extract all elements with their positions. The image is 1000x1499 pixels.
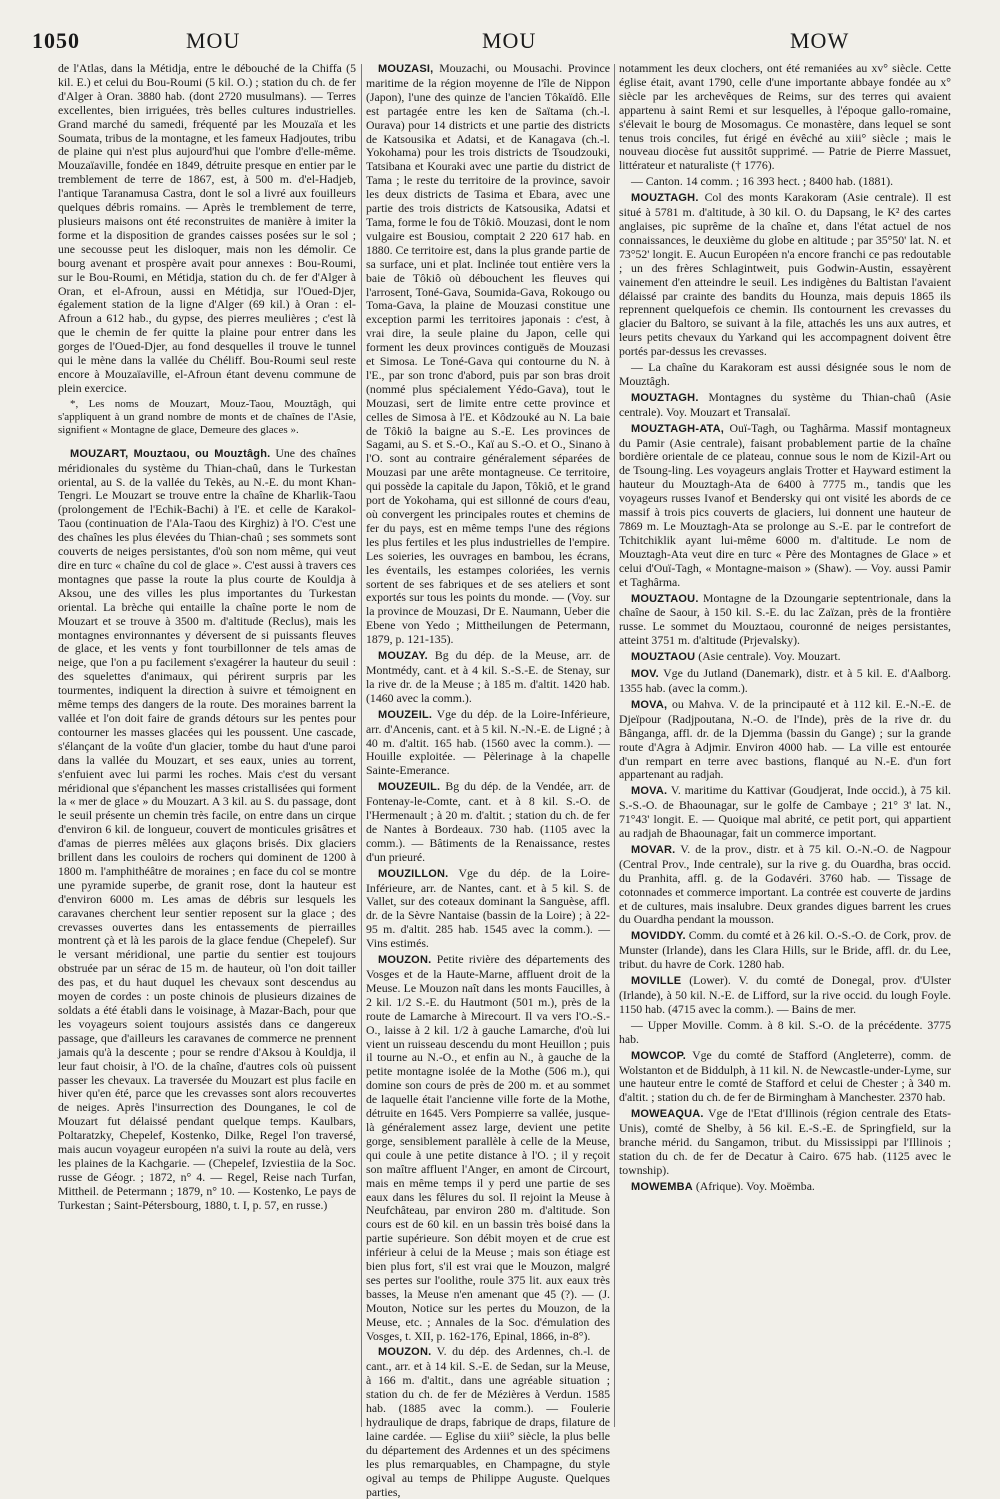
entry-text: (Lower). V. du comté de Donegal, prov. d'Ulster (Irlande), à 50 kil. N.-E. de Lifford, sur la rive occid. du lough Foyle. 1150 hab. (4715 avec la comm.). — Bains de mer. <box>619 973 951 1016</box>
footnote: *, Les noms de Mouzart, Mouz-Taou, Mouztâgh, qui s'appliquent à un grand nombre de monts et de chaînes de l'Asie, signifient « Montagne de glace, Demeure des glaces ». <box>58 397 356 436</box>
entry-text: Vge du Jutland (Danemark), distr. et à 5 kil. E. d'Aalborg. 1355 hab. (avec la comm.). <box>619 666 951 695</box>
dictionary-entry <box>366 649 610 706</box>
entry-text: Mouzachi, ou Mousachi. Province maritime de la région moyenne de l'île de Nippon (Japon), l'une des quinze de l'ancien Tôkaïdô. Elle est partagée entre les ken de Saïtama (ch.-l. Ourava) pour 14 districts et une partie des districts de Katsousika et Adatsi, et de Kanagava (ch.-l. Yokohama) pour les trois districts de Tsoudzouki, Tatsibana et Kouraki avec une partie du district de Tama ; le reste du territoire de la province, savoir les deux districts de Tasima et Ebara, avec une partie des trois districts de Katsousika, Adatsi et Tama, forme le fou de Tôkiô. Mouzasi, dont le nom vulgaire est Bousiou, comptait 2 220 617 hab. en 1880. Ce territoire est, dans la plus grande partie de sa surface, uni et plat. Inclinée tout entière vers la baie de Tôkiô où débouchent les fleuves qui l'arrosent, Toné-Gava, Soumida-Gava, Rokougo ou Toma-Gava, la plaine de Mouzasi constitue une exception parmi les territoires japonais : c'est, à vrai dire, la seule plaine du Japon, celle qui forment les deux provinces contiguës de Mouzasi et Simosa. Le Toné-Gava qui contourne du N. à l'E., par son tronc d'abord, puis par son bras droit (nommé plus spécialement Yédo-Gava), tout le Mouzasi, sert de limite entre cette province et celles de Simosa à l'E. et Kôdzouké au N. La baie de Tôkiô la baigne au S.-E. Les provinces de Sagami, au S. et S.-O., Kaï au S.-O. et O., Sinano à l'O. sont au contraire généralement séparées de Mouzasi par une arête montagneuse. Ce territoire, qui possède la capitale du Japon, Tôkiô, et le grand port de Yokohama, qui est sillonné de cours d'eau, où convergent les principales routes et chemins de fer du pays, est en même temps l'une des régions les plus fertiles et les plus industrielles de l'empire. Les soieries, les ouvrages en bambou, les écrans, les éventails, les estampes coloriées, les vernis sortent de ses fabriques et de ses ateliers et sont exportés sur tous les points du monde. — (Voy. sur la province de Mouzasi, Dr E. Naumann, Ueber die Ebene von Yedo ; Mittheilungen de Petermann, 1879, p. 121-135). <box>366 61 611 647</box>
entry-headword: MOUZART, Mouztaou, ou Mouztâgh. <box>70 447 271 460</box>
entry-text: (Afrique). Voy. Moëmba. <box>695 1178 815 1193</box>
entry-text: Vge du dép. de la Loire-Inférieure, arr. d'Ancenis, cant. et à 5 kil. N.-N.-E. de Ligné ; à 40 m. d'altit. 165 hab. (1560 avec la comm.). — Houille exploitée. — Pèlerinage à la chapelle Sainte-Emerance. <box>366 706 610 778</box>
dictionary-entry <box>366 1345 610 1499</box>
entry-text: ou Mahva. V. de la principauté et à 112 kil. E.-N.-E. de Djeïpour (Radjpoutana, N.-O. de l'Inde), près de la rive dr. du Bânganga, affl. dr. de la Djemma (bassin du Gange) ; sur la grande route d'Agra à Adjmir. Environ 4000 hab. — La ville est entourée d'un rempart en terre avec bastions, flanqué au N.-E. d'un fort appartenant au radjah. <box>619 696 951 782</box>
entry-text: Ouï-Tagh, ou Taghârma. Massif montagneux du Pamir (Asie centrale), faisant probablement partie de la chaîne bordière orientale de ce plateau, connue sous le nom de Kizil-Art ou de Tsoung-ling. Les voyageurs anglais Trotter et Hayward estiment la hauteur du Mouztagh-Ata de 6400 à 7775 m., tandis que les voyageurs russes Ivanof et Bendersky qui ont visité les abords de ce massif à trois pics couverts de glaciers, lui donnent une hauteur de 7869 m. Le Mouztagh-Ata se prolonge au S.-E. par le contrefort de Tchitchiklik ayant lui-même 6000 m. d'altitude. Le nom de Mouztagh-Ata veut dire en turc « Père des Montagnes de Glace » et celui d'Ouï-Tagh, « Montagne-maison » (Shaw). — Voy. aussi Pamir et Taghârma. <box>619 420 951 589</box>
entry-headword: MOVILLE <box>631 975 682 988</box>
page-number: 1050 <box>32 28 80 53</box>
dictionary-entry <box>619 191 951 359</box>
entry-headword: MOUZAY. <box>378 650 428 663</box>
dictionary-entry <box>619 1049 951 1106</box>
column-divider <box>361 64 362 1427</box>
dictionary-entry <box>619 698 951 782</box>
entry-headword: MOUZTAOU <box>631 651 696 664</box>
dictionary-entry <box>619 1180 951 1195</box>
entry-text: Vge du dép. de la Loire-Inférieure, arr. de Nantes, cant. et à 5 kil. S. de Vallet, sur des coteaux dominant la Sanguèse, affl. dr. de la Sèvre Nantaise (bassin de la Loire) ; à 22-95 m. d'altit. 285 hab. 1545 avec la comm.). — Vins estimés. <box>366 865 610 951</box>
entry-continuation: notamment les deux clochers, ont été remaniées au xv° siècle. Cette église était, avant 1790, celle d'une importante abbaye fondée au x° siècle par les archevêques de Reims, sur des terres qui avaient appartenu à saint Remi et sur lesquelles, à l'époque gallo-romaine, s'élevait le bourg de Mosomagus. Ce monastère, dans lequel se sont tenus trois conciles, fut érigé en évêché au xiii° siècle ; mais le nouveau diocèse fut aussitôt supprimé. — Patrie de Pierre Massuet, littérateur et naturaliste († 1776). <box>619 61 951 173</box>
entry-headword: MOWCOP. <box>631 1049 686 1062</box>
entry-text: Bg du dép. de la Vendée, arr. de Fontenay-le-Comte, cant. et à 8 kil. S.-O. de l'Hermenault ; à 20 m. d'altit. ; station du ch. de fer de Nantes à Bordeaux. 730 hab. (1105 avec la comm.). — Bâtiments de la Renaissance, restes d'un prieuré. <box>366 779 610 864</box>
dictionary-entry <box>619 667 951 696</box>
entry-headword: MOUZTAGH. <box>631 192 699 205</box>
entry-headword: MOWEAQUA. <box>631 1108 704 1121</box>
entry-text: Bg du dép. de la Meuse, arr. de Montmédy, cant. et à 4 kil. S.-S.-E. de Stenay, sur la rive dr. de la Meuse ; à 185 m. d'altit. 1420 hab. (1460 avec la comm.). <box>366 648 610 705</box>
entry-headword: MOUZTAOU. <box>631 592 699 605</box>
header-right-word: MOW <box>790 28 850 53</box>
entry-headword: MOUZON. <box>378 1346 432 1359</box>
dictionary-entry <box>366 62 610 647</box>
dictionary-entry <box>366 953 610 1343</box>
entry-paragraph: de l'Atlas, dans la Métidja, entre le débouché de la Chiffa (5 kil. E.) et celui du Bou-Roumi (5 kil. O.) ; station du ch. de fer d'Alger à Oran. 3880 hab. (dont 2720 musulmans). — Terres excellentes, bien irriguées, très belles cultures industrielles. Grand marché du samedi, fréquenté par les Mouzaïa et les Soumata, tribus de la montagne, et les fameux Hadjoutes, tribu de plaine qui n'est plus aujourd'hui que l'ombre d'elle-même. Mouzaïaville, fondée en 1849, détruite presque en entier par le tremblement de terre de 1867, est, à 500 m. d'el-Hadjeb, l'antique Taranamusa Castra, dont le sol a livré aux fouilleurs quelques débris romains. — Après le tremblement de terre, plusieurs maisons ont été reconstruites de manière à imiter la forme et la disposition de grandes caisses posées sur le sol ; une secousse peut les disloquer, mais non les démolir. Ce bourg avenant et prospère avait pour annexes : Bou-Roumi, sur le Bou-Roumi, en Métidja, station du ch. de fer d'Alger à Oran, et el-Afroun, aussi en Métidja, sur l'Oued-Djer, également station de la ligne d'Alger (69 kil.) à Oran : el-Afroun a 612 hab., du gypse, des pierres meulières ; c'est là que le chemin de fer quitte la plaine pour entrer dans les gorges de l'Oued-Djer, au fond desquelles il trouve le tunnel qui le mène dans la vallée du Chéliff. Bou-Roumi seul reste encore à Mouzaïaville, el-Afroun étant devenu commune de plein exercice. <box>58 61 356 395</box>
entry-headword: MOVAR. <box>631 843 676 856</box>
dictionary-entry <box>58 447 356 1213</box>
dictionary-entry <box>619 843 951 927</box>
entry-headword: MOUZON. <box>378 954 432 967</box>
header-center-word: MOU <box>482 28 537 53</box>
entry-text: Vge du comté de Stafford (Angleterre), comm. de Wolstanton et de Biddulph, à 11 kil. N. de Newcastle-under-Lyme, sur une hauteur entre le comté de Stafford et celui de Chester ; à 340 m. d'altit. ; station du ch. de fer de Birmingham à Manchester. 2370 hab. <box>619 1047 951 1105</box>
entry-text: V. du dép. des Ardennes, ch.-l. de cant., arr. et à 14 kil. S.-E. de Sedan, sur la Meuse, à 166 m. d'altit., dans une agréable situation ; station du ch. de fer de Mézières à Verdun. 1585 hab. (1885 avec la comm.). — Foulerie hydraulique de draps, fabrique de draps, filature de laine cardée. — Eglise du xiii° siècle, la plus belle du département des Ardennes et un des spécimens les plus remarquables, en Champagne, du style ogival au temps de Philippe Auguste. Quelques parties, <box>366 1344 610 1499</box>
text-column-3 <box>619 62 951 1429</box>
dictionary-entry <box>366 867 610 951</box>
entry-text: V. de la prov., distr. et à 75 kil. O.-N.-O. de Nagpour (Central Prov., Inde centrale), sur la rive g. du Ouardha, bras occid. du Pranhita, affl. g. de la Godavéri. 3760 hab. — Tissage de cotonnades et commerce important. La contrée est couverte de jardins et de cultures, mais insalubre. Deux grandes digues barrent les crues du Ouardha pendant la mousson. <box>619 841 951 927</box>
dictionary-entry <box>619 784 951 841</box>
text-column-1 <box>58 62 356 1429</box>
entry-text: V. maritime du Kattivar (Goudjerat, Inde occid.), à 75 kil. S.-S.-O. de Bhaounagar, sur le golfe de Cambaye ; 21° 3' lat. N., 71°43' longit. E. — Quoique mal abrité, ce petit port, qui appartient au radjah de Bhaounagar, fait un commerce important. <box>619 783 951 841</box>
dictionary-entry <box>366 780 610 864</box>
dictionary-entry <box>619 592 951 649</box>
dictionary-entry <box>619 391 951 420</box>
entry-text: Montagnes du système du Thian-chaû (Asie centrale). Voy. Mouzart et Transalaï. <box>619 389 951 419</box>
entry-headword: MOUZASI, <box>378 63 434 75</box>
entry-headword: MOUZILLON. <box>378 867 449 880</box>
dictionary-entry <box>619 650 951 665</box>
running-header <box>0 28 1000 64</box>
entry-headword: MOUZEIL. <box>378 708 433 721</box>
column-divider <box>614 64 615 1427</box>
dictionary-entry <box>619 422 951 590</box>
entry-subparagraph: — Canton. 14 comm. ; 16 393 hect. ; 8400 hab. (1881). <box>631 174 894 189</box>
entry-text: Vge de l'Etat d'Illinois (région centrale des Etats-Unis), comté de Shelby, à 56 kil. E.-S.-E. de Springfield, sur la branche mérid. du Sangamon, tribut. du Mississippi par l'Illinois ; station du ch. de fer de Decatur à Cairo. 675 hab. (1125 avec le township). <box>619 1106 951 1177</box>
entry-text: (Asie centrale). Voy. Mouzart. <box>698 649 841 664</box>
entry-text: Comm. du comté et à 26 kil. O.-S.-O. de Cork, prov. de Munster (Irlande), dans les Clara Hills, sur le Bride, affl. dr. du Lee, tribut. du havre de Cork. 1280 hab. <box>619 928 951 972</box>
entry-text: Une des chaînes méridionales du système du Thian-chaû, dans le Turkestan oriental, au S. de la vallée du Tekès, au N.-E. du mont Khan-Tengri. Le Mouzart se trouve entre la chaîne de Kharlik-Taou (prolongement de l'Echik-Bachi) à l'E. et celle de Karakol-Taou (continuation de l'Ala-Taou des Kirghiz) à l'O. C'est une des chaînes les plus élevées du Thian-chaû ; ses sommets sont couverts de neiges persistantes, d'où son nom même, qui veut dire en turc « chaîne du col de glace ». C'est aussi à travers ces montagnes que passe la route la plus courte de Kouldja à Aksou, une des villes les plus importantes du Turkestan oriental. La brèche qui entaille la chaîne porte le nom de Mouzart et se trouve à 3500 m. d'altitude (Reclus), mais les montagnes environnantes y déversent de si puissants fleuves de glace, et les vents y font tourbillonner de tels amas de neige, que l'on a pu facilement s'exagérer la hauteur du seuil : des squelettes d'animaux, qui périrent surpris par les tourmentes, indiquent la direction à suivre et témoignent en même temps des dangers de la route. Des moraines barrent la vallée et l'on doit faire de grands détours sur les pentes pour contourner les masses glacées qui les poussent. Une cascade, s'élançant de la voûte d'un glacier, tombe du haut d'une paroi dans la vallée du Mouzart, et ses eaux, unies au torrent, s'enfuient avec lui parmi les roches. Mais c'est du versant méridional que s'épanchent les masses cristallisées qui forment la « mer de glace » du Mouzart. A 3 kil. au S. du passage, dont le seuil présente un chemin très facile, on entre dans un cirque d'environ 6 kil. de longueur, couvert de monticules grisâtres et d'amas de pierres mêlées aux glaçons brisés. Dix glaciers brillent dans les couloirs de rochers qui dominent de 1200 à 1800 m. l'amphithéâtre de moraines ; en face du col se montre une pyramide superbe, de granit rose, dont la hauteur est d'environ 6000 m. Les amas de débris sur lesquels les caravanes cherchent leur sentier reposent sur la glace ; des crevasses ouvertes dans les entassements de pierrailles montrent çà et là les parois de la glace fendue (Chepelef). Sur le versant méridional, une partie du sentier est toujours obstruée par un sérac de 15 m. de hauteur, où l'on doit tailler des pas, et du haut duquel les chevaux sont descendus au moyen de cordes : un poste chinois de plusieurs dizaines de soldats a été établi dans le voisinage, à Mazar-Bach, pour que les voyageurs soient toujours assistés dans ce dangereux passage, que d'ailleurs les caravanes de commerce ne prennent jamais qu'à la descente ; pour se rendre d'Aksou à Kouldja, il leur faut choisir, à l'O. de la chaîne, d'autres cols où puissent passer les chevaux. La traversée du Mouzart est plus facile en hiver qu'en été, parce que les crevasses sont alors recouvertes de neiges. Après l'insurrection des Dounganes, le col de Mouzart fut délaissé pendant quelque temps. Kaulbars, Poltaratzky, Chepelef, Kostenko, Dilke, Regel l'on traversé, mais aucun voyageur européen n'a suivi la route au delà, vers les plaines de la Kachgarie. — (Chepelef, Izviestiia de la Soc. russe de Géogr. ; 1872, n° 4. — Regel, Reise nach Turfan, Mittheil. de Petermann ; 1879, n° 10. — Kostenko, Le pays de Turkestan ; Saint-Pétersbourg, 1880, t. I, p. 57, en russe.) <box>58 445 356 1212</box>
header-left-word: MOU <box>186 28 241 53</box>
entry-headword: MOWEMBA <box>631 1180 693 1193</box>
entry-text: Montagne de la Dzoungarie septentrionale, dans la chaîne de Saour, à 150 kil. S.-E. du lac Zaïzan, près de la frontière russe. Le sommet du Mouztaou, couronné de neiges persistantes, atteint 3751 m. d'altitude (Prjevalsky). <box>619 590 951 648</box>
dictionary-entry <box>619 1107 951 1178</box>
entry-subparagraph: — Upper Moville. Comm. à 8 kil. S.-O. de la précédente. 3775 hab. <box>619 1017 951 1046</box>
entry-headword: MOUZEUIL. <box>378 781 441 794</box>
entry-text: Col des monts Karakoram (Asie centrale). Il est situé à 5781 m. d'altitude, à 30 kil. O. du Dapsang, le K² des cartes anglaises, pic suprême de la chaîne et, dans l'état actuel de nos connaissances, le deuxième du globe en altitude ; par 35°50' lat. N. et 73°52' longit. E. Aucun Européen n'a encore franchi ce pas redoutable ; un des frères Schlagintweit, puis Godwin-Austin, essayèrent vainement d'en atteindre le seuil. Les indigènes du Baltistan l'avaient délaissé par crainte des bandits du Hounza, mais depuis 1865 ils reprennent quelquefois ce chemin. Ils contournent les crevasses du glacier du Baltoro, se suivant à la file, attachés les uns aux autres, et leurs petits chevaux du Yarkand qui les accompagnent doivent être portés par-dessus les crevasses. <box>619 190 951 359</box>
entry-headword: MOV. <box>631 668 659 681</box>
entry-headword: MOUZTAGH. <box>631 391 699 404</box>
entry-headword: MOVA, <box>631 698 668 711</box>
text-column-2 <box>366 61 611 1499</box>
dictionary-entry <box>366 708 610 779</box>
entry-subparagraph: — La chaîne du Karakoram est aussi désignée sous le nom de Mouztâgh. <box>619 360 951 388</box>
dictionary-entry <box>619 974 951 1017</box>
entry-headword: MOUZTAGH-ATA, <box>631 422 725 435</box>
entry-headword: MOVIDDY. <box>631 930 686 943</box>
entry-text: Petite rivière des départements des Vosges et de la Haute-Marne, affluent droit de la Meuse. Le Mouzon naît dans les monts Faucilles, à 2 kil. 1/2 S.-E. du Hautmont (501 m.), près de la route de Lamarche à Mirecourt. Il va vers l'O.-S.-O., laisse à 2 kil. 1/2 à gauche Lamarche, d'où lui vient un ruisseau descendu du mont Heuillon ; puis il tourne au N.-O., et enfin au N., à gauche de la petite montagne isolée de la Mothe (506 m.), qui domine son cours de près de 200 m. et au sommet de laquelle était l'ancienne ville forte de la Mothe, détruite en 1645. Vers Pompierre sa vallée, jusque-là généralement assez large, devient une petite gorge, sensiblement parallèle à celle de la Meuse, qui coule à une petite distance à l'O. ; il y reçoit son maître affluent l'Anger, en amont de Circourt, mais en même temps il y perd une partie de ses eaux dans les fêlures du sol. Il rejoint la Meuse à Neufchâteau, par environ 280 m. d'altitude. Son cours est de 60 kil. en un bassin très boisé dans la partie supérieure. Son débit moyen et de crue est inférieur à celui de la Meuse ; mais son étiage est bien plus fort, s'il est vrai que le Mouzon, malgré ses pertes sur l'oolithe, roule 375 lit. aux eaux très basses, la Meuse n'en amenant que 45 (?). — (J. Mouton, Notice sur les pertes du Mouzon, de la Meuse, etc. ; Annales de la Soc. d'émulation des Vosges, t. XII, p. 162-176, Epinal, 1866, in-8°). <box>366 952 610 1343</box>
entry-headword: MOVA. <box>631 785 668 798</box>
dictionary-entry <box>619 929 951 972</box>
